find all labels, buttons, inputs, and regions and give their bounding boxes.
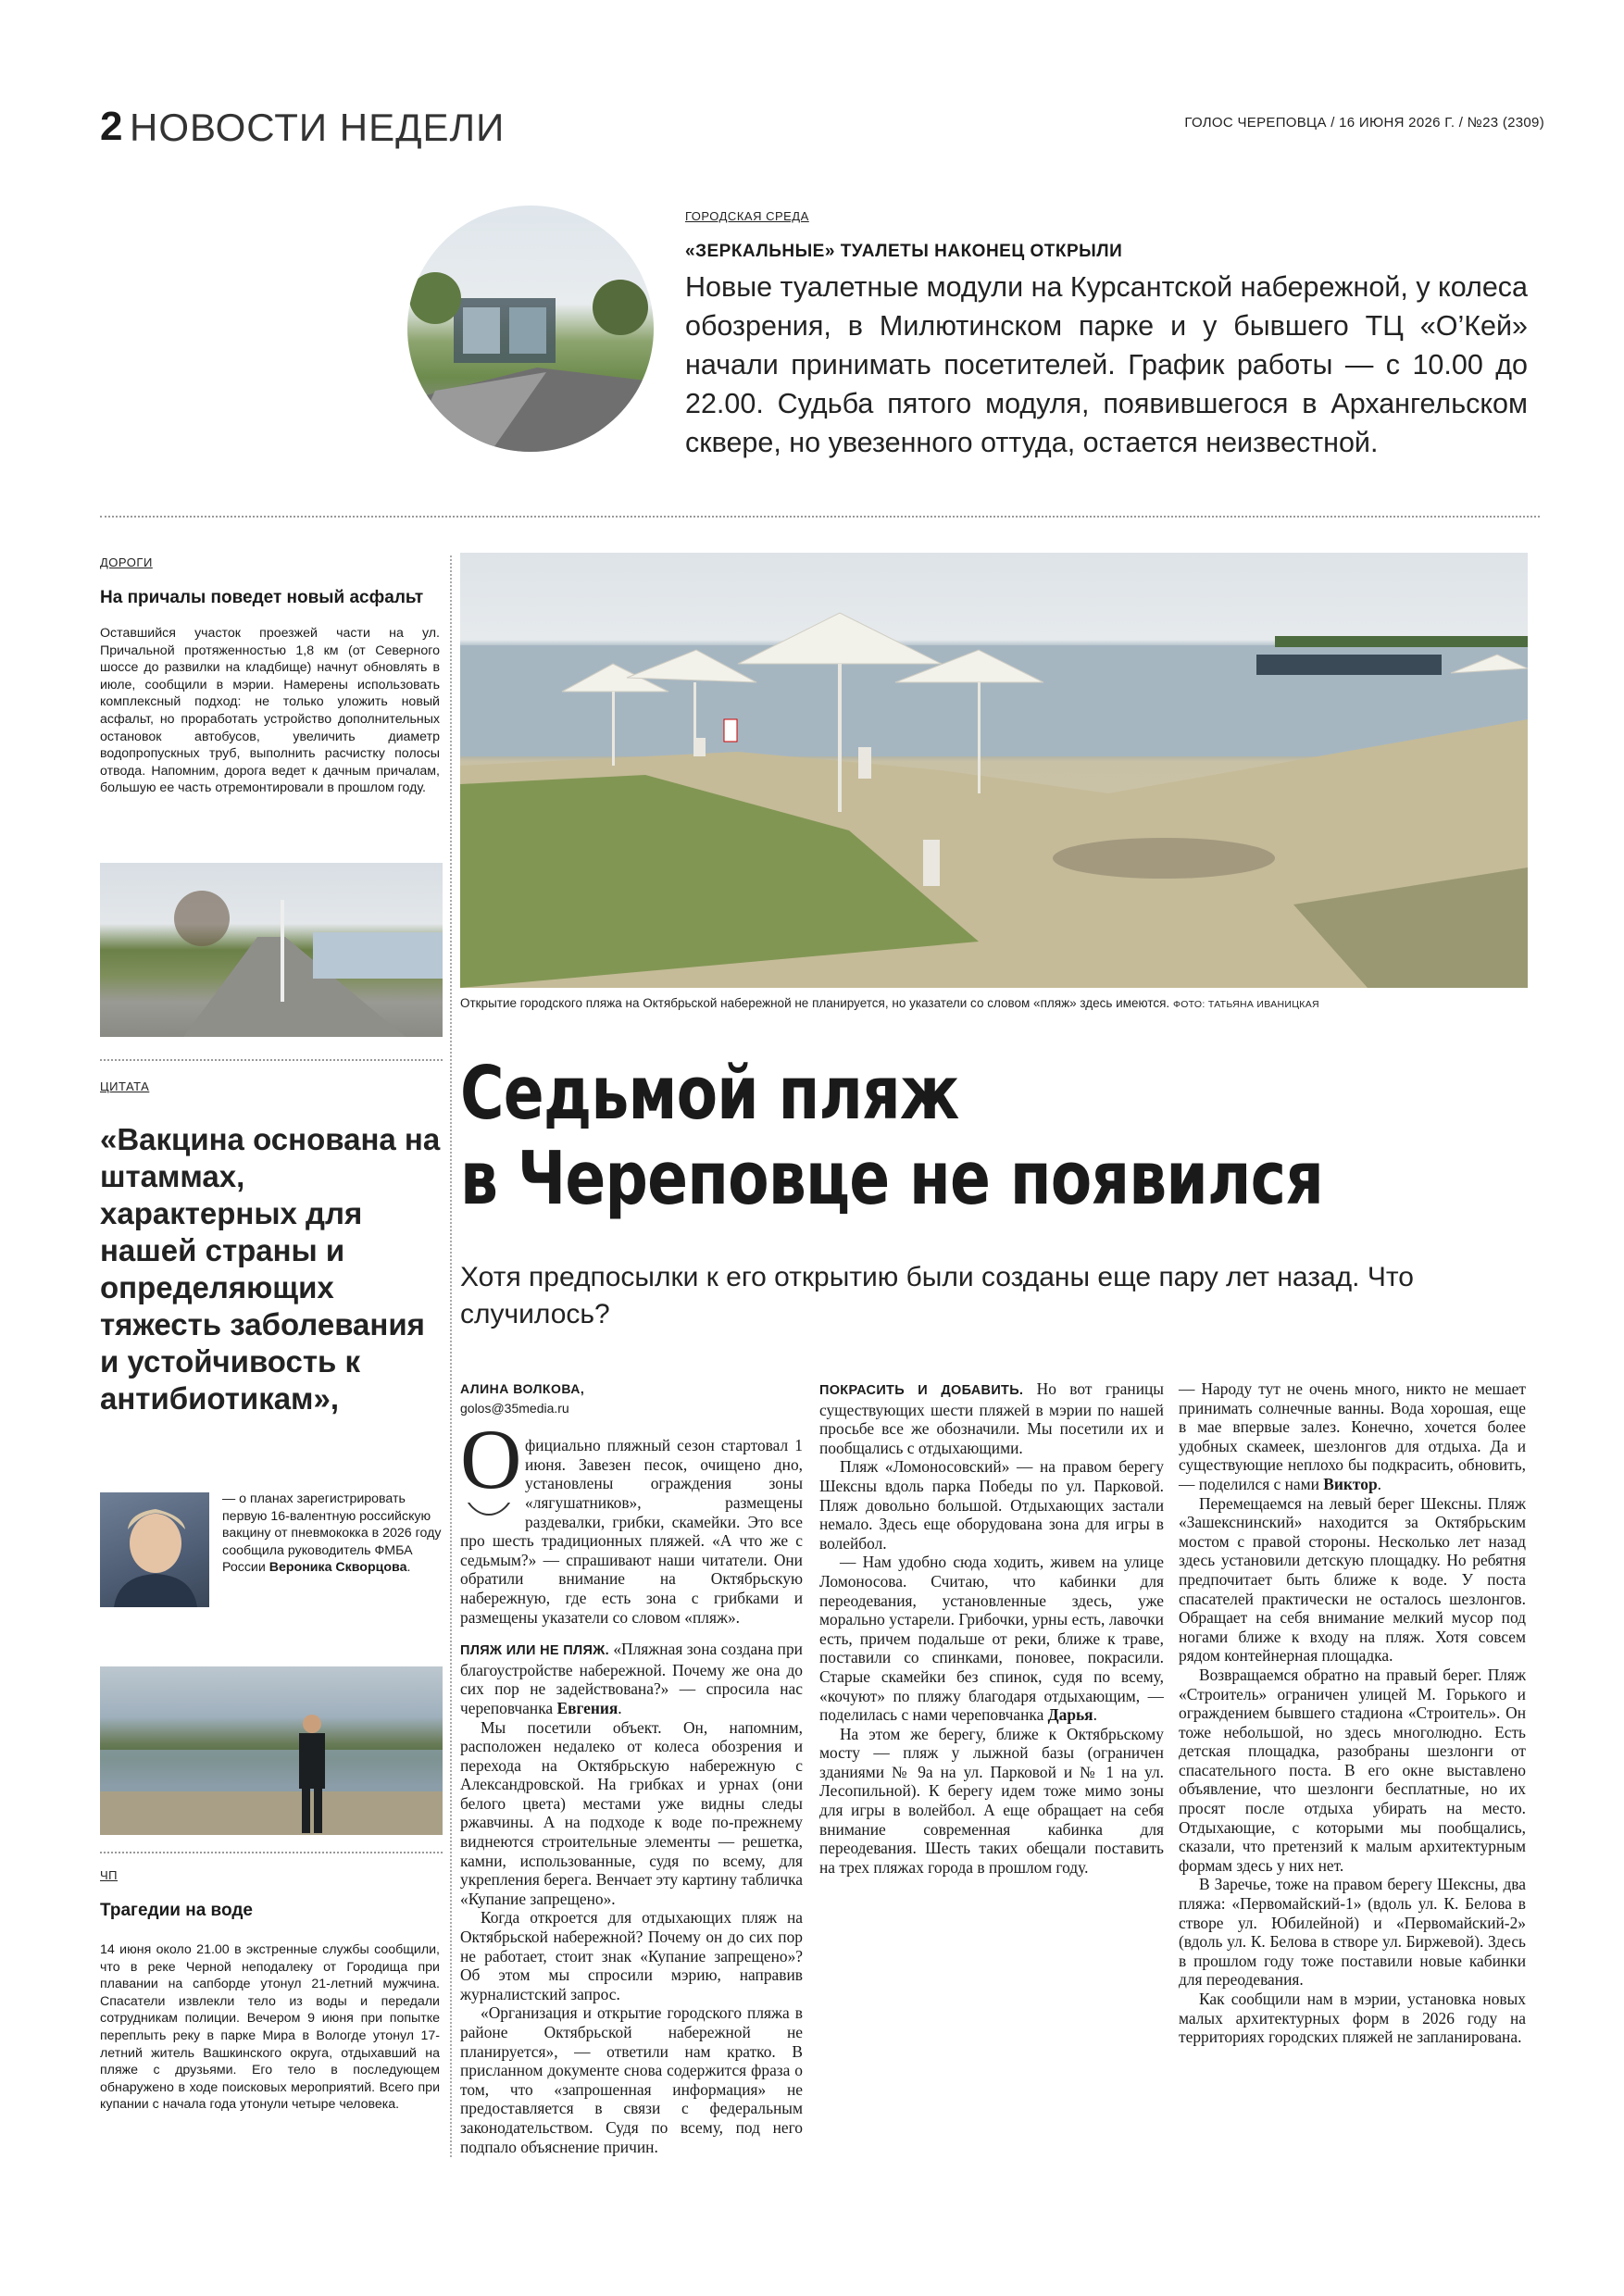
quote-period: .: [406, 1560, 411, 1576]
skvortsova-photo: [100, 1492, 209, 1607]
dropcap-letter: О: [460, 1412, 522, 1506]
reader-evgenia: Евгения: [556, 1698, 618, 1717]
subhead-paint-and-add: ПОКРАСИТЬ И ДОБАВИТЬ.: [819, 1383, 1024, 1398]
quote-person: Вероника Скворцова: [269, 1560, 407, 1576]
article-p5: «Организация и открытие городского пляжа в районе Октябрьской набережной не планируется», — ответили нам кратко. В присланном документе снова содержится фраза о том, что «запрошенная информация» не предоставляется в связи с федеральным законодательством. Судя по всему, под него подпало объяснение причин.: [460, 2003, 803, 2156]
article-p4: Когда откроется для отдыхающих пляж на Октябрьской набережной? Почему он до сих пор не работает, стоит знак «Купание запрещено»? Об этом мы спросили мэрию, направив журналистский запрос.: [460, 1908, 803, 2003]
article-p6: [819, 1379, 1164, 1457]
lifeguard-photo: [100, 1666, 443, 1835]
toilet-photo: [407, 206, 654, 452]
article-p14: Как сообщили нам в мэрии, установка новых малых архитектурных форм в 2026 году на территориях городских пляжей не запланирована.: [1179, 1990, 1526, 2047]
divider-left-1: [100, 1059, 443, 1061]
top-story-headline: «ЗЕРКАЛЬНЫЕ» ТУАЛЕТЫ НАКОНЕЦ ОТКРЫЛИ: [685, 242, 1123, 261]
main-headline-line-1: Седьмой пляж: [460, 1051, 959, 1136]
page-header: [100, 104, 1544, 150]
main-subheadline: Хотя предпосылки к его открытию были созданы еще пару лет назад. Что случилось?: [460, 1262, 1414, 1329]
article-p12: Возвращаемся обратно на правый берег. Пляж «Строитель» ограничен улицей М. Горького и ограждением бывшего стадиона «Строитель». Он тоже небольшой, но здесь многолюдно. Есть детская площадка, разобраны шезлонги от спасательного поста. В его окне выставлено объявление, что шезлонги бесплатные, но их просят после отдыха убирать на место. Отдыхающие, с которыми мы пообщались, сказали, что претензий к малым архитектурным формам здесь у них нет.: [1179, 1665, 1526, 1875]
divider-top: [100, 516, 1540, 518]
page-number: 2: [100, 104, 123, 149]
road-photo: [100, 863, 443, 1037]
incident-text: 14 июня около 21.00 в экстренные службы сообщили, что в реке Черной неподалеку от Городища при плавании на сапборде утонул 21-летний мужчина. Спасатели извлекли тело из воды и передали сотрудникам полиции. Вечером 9 июня при попытке переплыть реку в парке Мира в Вологде утонул 17-летний житель Вашкинского округа, отдыхавший на пляже с друзьями. Его тело в последующем обнаружено в ходе поисковых мероприятий. Всего при купании с начала года утонули четыре человека.: [100, 1942, 440, 2113]
article-p2-text: «Пляжная зона создана при благоустройстве набережной. Почему же она до сих пор не задействована?» — спросила нас череповчанка: [460, 1640, 803, 1717]
roads-rubric: ДОРОГИ: [100, 555, 153, 569]
author-email: golos@35media.ru: [460, 1400, 569, 1416]
quote-text: «Вакцина основана на штаммах, характерных для нашей страны и определяющих тяжесть заболевания и устойчивость к антибиотикам»,: [100, 1122, 441, 1416]
article-p9: На этом же берегу, ближе к Октябрьскому мосту — пляж у лыжной базы (ограничен зданиями № 9а на ул. Парковой и № 1 на ул. Лесопильной). К берегу идем тоже мимо зоны для игры в волейбол. А еще обращает на себя внимание современная кабинка для переодевания. Шесть таких обещали поставить на трех пляжах города в прошлом году.: [819, 1724, 1164, 1877]
incident-rubric: ЧП: [100, 1868, 119, 1882]
top-story-rubric: ГОРОДСКАЯ СРЕДА: [685, 209, 809, 223]
article-p8-text: — Нам удобно сюда ходить, живем на улице Ломоносова. Считаю, что кабинки для переодевания, установленные здесь, уже морально устарели. Грибочки, урны есть, лавочки есть, причем подальше от реки, ближе к траве, поставили со спинками, поновее, покрасили. Старые скамейки без спинок, судя по всему, «кочуют» по пляжу благодаря отдыхающим, — поделилась с нами череповчанка: [819, 1553, 1164, 1725]
article-p1: фициально пляжный сезон стартовал 1 июня. Завезен песок, очищено дно, установлены ограждения зоны «лягушатников», размещены раздевалки, грибки, скамейки. Это все про шесть традиционных пляжей. «А что же с седьмым?» — спрашивают наши читатели. Они обратили внимание на Октябрьскую набережную, где есть зона с грибками и размещены указатели со словом «пляж».: [460, 1436, 803, 1627]
roads-item: [100, 555, 440, 797]
article-p10-text: — Народу тут не очень много, никто не мешает принимать солнечные ванны. Вода хорошая, еще в мае впервые залез. Конечно, хочется более удобных скамеек, шезлонгов для отдыха. Да и существующие неплохо бы подкрасить, обновить, — поделился с нами: [1179, 1379, 1526, 1493]
quote-attribution-text: — о планах зарегистрировать первую 16-валентную российскую вакцину от пневмококка в 2026 году сообщила руководитель ФМБА России: [222, 1491, 442, 1576]
subhead-beach-or-not: ПЛЯЖ ИЛИ НЕ ПЛЯЖ.: [460, 1643, 609, 1659]
reader-darya: Дарья: [1047, 1705, 1093, 1725]
author: АЛИНА ВОЛКОВА,: [460, 1381, 585, 1396]
photo-caption: [460, 996, 1528, 1010]
top-story: [685, 209, 1528, 462]
article-p7: Пляж «Ломоносовский» — на правом берегу Шексны вдоль парка Победы по ул. Парковой. Пляж довольно большой. Отдыхающих застали немало. Здесь еще оборудована зона для игры в волейбол.: [819, 1457, 1164, 1553]
article-p11: Перемещаемся на левый берег Шексны. Пляж «Зашекснинский» находится за Октябрьским мостом с правой стороны. Несколько лет назад здесь установили детскую площадку. Но ребятня предпочитает быть ближе к воде. У поста спасателей практически не осталось шезлонгов. Обращает на себя внимание мелкий мусор под ногами ближе к входу на пляж. Хотя совсем рядом контейнерная площадка.: [1179, 1493, 1526, 1666]
article-p3: Мы посетили объект. Он, напомним, расположен недалеко от колеса обозрения и перехода на Октябрьскую набережную с Александровской. На грибках и урнах (они белого цвета) местами уже видны следы ржавчины. А на подходе к воде по-прежнему виднеются строительные элементы — решетка, камни, использованные, судя по всему, для укрепления берега. Венчает эту картину табличка «Купание запрещено».: [460, 1717, 803, 1908]
paper-info: ГОЛОС ЧЕРЕПОВЦА / 16 ИЮНЯ 2026 Г. / №23 (2309): [1184, 115, 1544, 131]
article-p8: — Нам удобно сюда ходить, живем на улице Ломоносова. Считаю, что кабинки для переодевания, установленные здесь, уже морально устарели. Грибочки, урны есть, лавочки есть, причем подальше от реки, ближе к траве, поставили со спинками, поновее, покрасили. Старые скамейки без спинок, судя по всему, «кочуют» по пляжу благодаря отдыхающим, — поделилась с нами череповчанка Дарья.: [819, 1553, 1164, 1725]
roads-headline: На причалы поведет новый асфальт: [100, 588, 424, 607]
reader-viktor: Виктор: [1323, 1474, 1378, 1493]
main-headline-line-2: в Череповце не появился: [460, 1136, 1323, 1221]
roads-text: Оставшийся участок проезжей части на ул. Причальной протяженностью 1,8 км (от Северного шоссе до развилки на кладбище) начнут обновлять в июле, сообщили в мэрии. Намерены использовать комплексный подход: не только уложить новый асфальт, но проработать устройство дополнительных остановок автобусов, увеличить диаметр водопропускных труб, выполнить расчистку полосы отвода. Напомним, дорога ведет к дачным причалам, большую ее часть отремонтировали в прошлом году.: [100, 626, 440, 796]
quote-rubric: ЦИТАТА: [100, 1079, 150, 1093]
photo-credit: ФОТО: ТАТЬЯНА ИВАНИЦКАЯ: [1172, 999, 1319, 1010]
main-headline: [460, 1051, 1341, 1221]
beach-photo: [460, 553, 1528, 988]
quote-item: [100, 1079, 443, 1417]
article-column-3: [1179, 1379, 1526, 2047]
photo-caption-text: Открытие городского пляжа на Октябрьской набережной не планируется, но указатели со словом «пляж» здесь имеются.: [460, 996, 1170, 1010]
incident-headline: Трагедии на воде: [100, 1901, 253, 1920]
article-p6-text: Но вот границы существующих шести пляжей в мэрии по нашей просьбе все же обозначили. Мы посетили их и пообщались с отдыхающими.: [819, 1379, 1164, 1457]
section-title: НОВОСТИ НЕДЕЛИ: [130, 106, 506, 149]
article-p2: ПЛЯЖ ИЛИ НЕ ПЛЯЖ. «Пляжная зона создана при благоустройстве набережной. Почему же она до сих пор не задействована?» — спросила нас череповчанка Евгения.: [460, 1640, 803, 1717]
article-p13: В Заречье, тоже на правом берегу Шексны, два пляжа: «Первомайский-1» (вдоль ул. К. Белова в створе ул. Юбилейной) и «Первомайский-2» (вдоль ул. К. Белова в створе ул. Биржевой). Здесь в прошлом году тоже поставили новые кабинки для переодевания.: [1179, 1875, 1526, 1990]
article-column-2: [819, 1379, 1164, 2153]
left-column-rule: [450, 555, 452, 2157]
divider-left-2: [100, 1852, 443, 1853]
incident-item: [100, 1868, 440, 2114]
quote-attribution: [222, 1491, 443, 1577]
article-p10: — Народу тут не очень много, никто не мешает принимать солнечные ванны. Вода хорошая, еще в мае впервые залез. Конечно, хочется более удобных скамеек, шезлонгов для отдыха. Да и существующие неплохо бы подкрасить, обновить, — поделился с нами Виктор.: [1179, 1379, 1526, 1493]
top-story-text: Новые туалетные модули на Курсантской набережной, у колеса обозрения, в Милютинском парке и у бывшего ТЦ «О’Кей» начали принимать посетителей. График работы — с 10.00 до 22.00. Судьба пятого модуля, появившегося в Архангельском сквере, но увезенного оттуда, остается неизвестной.: [685, 271, 1528, 458]
